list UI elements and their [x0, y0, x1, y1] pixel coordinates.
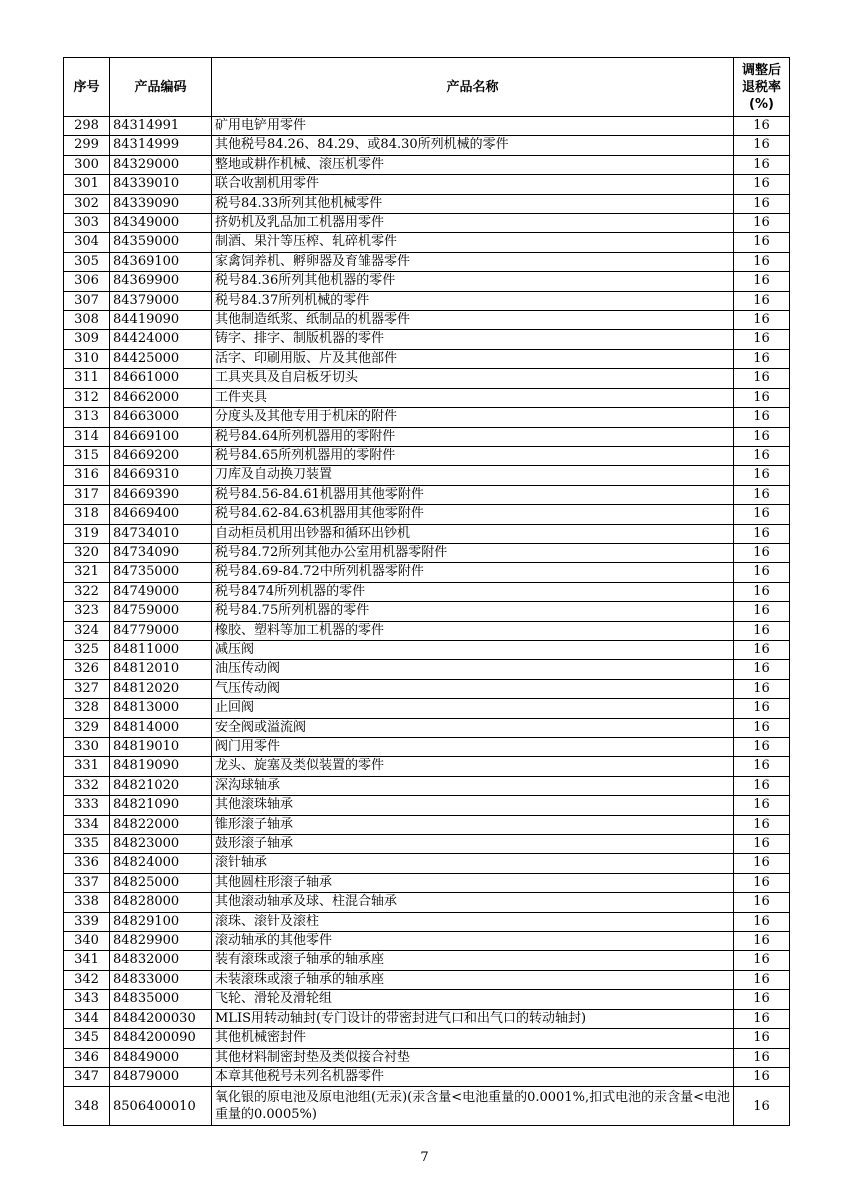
cell-seq: 345	[64, 1029, 110, 1048]
cell-rate: 16	[734, 330, 790, 349]
cell-name: 减压阀	[212, 640, 734, 659]
cell-rate: 16	[734, 543, 790, 562]
cell-rate: 16	[734, 369, 790, 388]
cell-rate: 16	[734, 175, 790, 194]
header-rate-line2: 退税率	[741, 79, 781, 95]
table-row	[64, 543, 790, 562]
cell-seq: 342	[64, 970, 110, 989]
cell-name: 税号84.65所列机器用的零附件	[212, 446, 734, 465]
table-row	[64, 873, 790, 892]
cell-code: 84825000	[110, 873, 212, 892]
table-row	[64, 252, 790, 271]
cell-name: 其他材料制密封垫及类似接合衬垫	[212, 1048, 734, 1067]
table-header-row	[64, 58, 790, 117]
cell-seq: 330	[64, 738, 110, 757]
cell-seq: 338	[64, 893, 110, 912]
cell-rate: 16	[734, 1048, 790, 1067]
cell-rate: 16	[734, 621, 790, 640]
table-row	[64, 621, 790, 640]
cell-rate: 16	[734, 1029, 790, 1048]
cell-seq: 299	[64, 136, 110, 155]
table-row	[64, 446, 790, 465]
header-rate-line3: (%)	[749, 96, 774, 112]
cell-code: 8484200030	[110, 1009, 212, 1028]
cell-seq: 321	[64, 563, 110, 582]
table-row	[64, 388, 790, 407]
cell-name: 其他滚动轴承及球、柱混合轴承	[212, 893, 734, 912]
cell-name: 飞轮、滑轮及滑轮组	[212, 990, 734, 1009]
cell-code: 84819090	[110, 757, 212, 776]
cell-rate: 16	[734, 446, 790, 465]
cell-seq: 300	[64, 155, 110, 174]
cell-name: 其他圆柱形滚子轴承	[212, 873, 734, 892]
cell-code: 84661000	[110, 369, 212, 388]
cell-rate: 16	[734, 408, 790, 427]
cell-code: 84662000	[110, 388, 212, 407]
cell-name: 止回阀	[212, 699, 734, 718]
cell-code: 84811000	[110, 640, 212, 659]
cell-rate: 16	[734, 563, 790, 582]
table-row	[64, 582, 790, 601]
cell-rate: 16	[734, 660, 790, 679]
cell-code: 84379000	[110, 291, 212, 310]
cell-rate: 16	[734, 718, 790, 737]
cell-rate: 16	[734, 815, 790, 834]
cell-code: 84833000	[110, 970, 212, 989]
table-row	[64, 679, 790, 698]
cell-code: 84734090	[110, 543, 212, 562]
table-row	[64, 349, 790, 368]
cell-name: 本章其他税号未列名机器零件	[212, 1067, 734, 1086]
cell-name: 挤奶机及乳品加工机器用零件	[212, 214, 734, 233]
cell-rate: 16	[734, 932, 790, 951]
cell-code: 84669200	[110, 446, 212, 465]
cell-rate: 16	[734, 427, 790, 446]
cell-seq: 312	[64, 388, 110, 407]
cell-seq: 331	[64, 757, 110, 776]
cell-name: 联合收割机用零件	[212, 175, 734, 194]
cell-seq: 311	[64, 369, 110, 388]
table-row	[64, 485, 790, 504]
cell-rate: 16	[734, 1009, 790, 1028]
cell-name: 阀门用零件	[212, 738, 734, 757]
cell-name: 其他制造纸浆、纸制品的机器零件	[212, 311, 734, 330]
cell-name: 鼓形滚子轴承	[212, 835, 734, 854]
cell-seq: 335	[64, 835, 110, 854]
table-row	[64, 194, 790, 213]
cell-name: 税号8474所列机器的零件	[212, 582, 734, 601]
tax-rebate-table-container	[63, 57, 789, 1126]
cell-code: 84829100	[110, 912, 212, 931]
cell-name: 活字、印刷用版、片及其他部件	[212, 349, 734, 368]
table-row	[64, 718, 790, 737]
cell-code: 84359000	[110, 233, 212, 252]
cell-rate: 16	[734, 893, 790, 912]
cell-code: 84824000	[110, 854, 212, 873]
cell-code: 84669400	[110, 505, 212, 524]
cell-seq: 334	[64, 815, 110, 834]
cell-rate: 16	[734, 796, 790, 815]
table-row	[64, 1009, 790, 1028]
cell-code: 84349000	[110, 214, 212, 233]
cell-code: 84813000	[110, 699, 212, 718]
table-row	[64, 369, 790, 388]
cell-name: 税号84.72所列其他办公室用机器零附件	[212, 543, 734, 562]
cell-code: 84814000	[110, 718, 212, 737]
cell-rate: 16	[734, 466, 790, 485]
table-body	[64, 117, 790, 1126]
cell-code: 84812010	[110, 660, 212, 679]
cell-rate: 16	[734, 1087, 790, 1126]
cell-name: 其他机械密封件	[212, 1029, 734, 1048]
cell-name: 滚针轴承	[212, 854, 734, 873]
cell-code: 84829900	[110, 932, 212, 951]
table-row	[64, 175, 790, 194]
table-row	[64, 117, 790, 136]
table-row	[64, 1087, 790, 1126]
cell-code: 84879000	[110, 1067, 212, 1086]
table-row	[64, 1048, 790, 1067]
cell-seq: 325	[64, 640, 110, 659]
cell-code: 84669390	[110, 485, 212, 504]
cell-seq: 320	[64, 543, 110, 562]
cell-rate: 16	[734, 349, 790, 368]
cell-rate: 16	[734, 912, 790, 931]
cell-name: 油压传动阀	[212, 660, 734, 679]
cell-rate: 16	[734, 738, 790, 757]
cell-name: 矿用电铲用零件	[212, 117, 734, 136]
table-row	[64, 563, 790, 582]
cell-seq: 314	[64, 427, 110, 446]
cell-rate: 16	[734, 117, 790, 136]
cell-rate: 16	[734, 136, 790, 155]
table-row	[64, 466, 790, 485]
table-row	[64, 912, 790, 931]
cell-code: 84735000	[110, 563, 212, 582]
cell-code: 84424000	[110, 330, 212, 349]
cell-rate: 16	[734, 757, 790, 776]
cell-code: 84849000	[110, 1048, 212, 1067]
cell-code: 84734010	[110, 524, 212, 543]
cell-seq: 326	[64, 660, 110, 679]
table-row	[64, 214, 790, 233]
table-row	[64, 1067, 790, 1086]
table-row	[64, 155, 790, 174]
cell-seq: 319	[64, 524, 110, 543]
cell-name: 氧化银的原电池及原电池组(无汞)(汞含量<电池重量的0.0001%,扣式电池的汞含量<电池重量的0.0005%)	[212, 1087, 734, 1126]
cell-seq: 329	[64, 718, 110, 737]
cell-name: 自动柜员机用出钞器和循环出钞机	[212, 524, 734, 543]
cell-code: 84669310	[110, 466, 212, 485]
cell-name: 整地或耕作机械、滚压机零件	[212, 155, 734, 174]
cell-seq: 324	[64, 621, 110, 640]
cell-seq: 344	[64, 1009, 110, 1028]
cell-rate: 16	[734, 214, 790, 233]
cell-seq: 343	[64, 990, 110, 1009]
cell-seq: 340	[64, 932, 110, 951]
cell-seq: 298	[64, 117, 110, 136]
cell-rate: 16	[734, 233, 790, 252]
cell-name: 深沟球轴承	[212, 776, 734, 795]
cell-name: 装有滚珠或滚子轴承的轴承座	[212, 951, 734, 970]
cell-seq: 339	[64, 912, 110, 931]
cell-rate: 16	[734, 602, 790, 621]
cell-code: 84419090	[110, 311, 212, 330]
table-row	[64, 699, 790, 718]
cell-code: 84749000	[110, 582, 212, 601]
cell-seq: 304	[64, 233, 110, 252]
cell-rate: 16	[734, 640, 790, 659]
cell-rate: 16	[734, 835, 790, 854]
cell-name: 税号84.75所列机器的零件	[212, 602, 734, 621]
cell-rate: 16	[734, 524, 790, 543]
cell-code: 84425000	[110, 349, 212, 368]
cell-code: 84314991	[110, 117, 212, 136]
cell-code: 84819010	[110, 738, 212, 757]
cell-name: 龙头、旋塞及类似装置的零件	[212, 757, 734, 776]
table-row	[64, 427, 790, 446]
cell-seq: 303	[64, 214, 110, 233]
cell-seq: 336	[64, 854, 110, 873]
table-row	[64, 951, 790, 970]
cell-rate: 16	[734, 699, 790, 718]
cell-name: 其他税号84.26、84.29、或84.30所列机械的零件	[212, 136, 734, 155]
table-row	[64, 311, 790, 330]
table-row	[64, 757, 790, 776]
cell-seq: 337	[64, 873, 110, 892]
cell-code: 84828000	[110, 893, 212, 912]
cell-code: 84369100	[110, 252, 212, 271]
cell-name: 税号84.56-84.61机器用其他零附件	[212, 485, 734, 504]
cell-rate: 16	[734, 485, 790, 504]
cell-code: 84329000	[110, 155, 212, 174]
cell-seq: 346	[64, 1048, 110, 1067]
cell-rate: 16	[734, 679, 790, 698]
cell-rate: 16	[734, 970, 790, 989]
cell-seq: 317	[64, 485, 110, 504]
cell-name: 滚珠、滚针及滚柱	[212, 912, 734, 931]
table-row	[64, 233, 790, 252]
cell-name: 税号84.33所列其他机械零件	[212, 194, 734, 213]
cell-code: 84832000	[110, 951, 212, 970]
cell-name: 橡胶、塑料等加工机器的零件	[212, 621, 734, 640]
cell-seq: 307	[64, 291, 110, 310]
table-row	[64, 136, 790, 155]
cell-name: 其他滚珠轴承	[212, 796, 734, 815]
cell-code: 84823000	[110, 835, 212, 854]
cell-seq: 310	[64, 349, 110, 368]
header-rate	[734, 58, 790, 117]
cell-seq: 308	[64, 311, 110, 330]
cell-seq: 309	[64, 330, 110, 349]
cell-name: 税号84.37所列机械的零件	[212, 291, 734, 310]
cell-code: 84835000	[110, 990, 212, 1009]
cell-name: 税号84.69-84.72中所列机器零附件	[212, 563, 734, 582]
cell-seq: 341	[64, 951, 110, 970]
cell-code: 84821020	[110, 776, 212, 795]
table-row	[64, 776, 790, 795]
cell-rate: 16	[734, 291, 790, 310]
cell-seq: 318	[64, 505, 110, 524]
cell-rate: 16	[734, 272, 790, 291]
cell-code: 84663000	[110, 408, 212, 427]
cell-name: 工具夹具及自启板牙切头	[212, 369, 734, 388]
cell-rate: 16	[734, 194, 790, 213]
cell-name: 税号84.36所列其他机器的零件	[212, 272, 734, 291]
cell-seq: 323	[64, 602, 110, 621]
cell-name: 家禽饲养机、孵卵器及育雏器零件	[212, 252, 734, 271]
cell-code: 84821090	[110, 796, 212, 815]
table-row	[64, 505, 790, 524]
cell-rate: 16	[734, 990, 790, 1009]
cell-seq: 313	[64, 408, 110, 427]
cell-rate: 16	[734, 252, 790, 271]
cell-name: 锥形滚子轴承	[212, 815, 734, 834]
header-name: 产品名称	[212, 58, 734, 117]
cell-seq: 305	[64, 252, 110, 271]
cell-rate: 16	[734, 311, 790, 330]
table-row	[64, 815, 790, 834]
cell-name: 刀库及自动换刀装置	[212, 466, 734, 485]
cell-name: 制酒、果汁等压榨、轧碎机零件	[212, 233, 734, 252]
cell-rate: 16	[734, 582, 790, 601]
cell-seq: 348	[64, 1087, 110, 1126]
header-code: 产品编码	[110, 58, 212, 117]
table-row	[64, 660, 790, 679]
cell-rate: 16	[734, 505, 790, 524]
cell-seq: 332	[64, 776, 110, 795]
cell-seq: 347	[64, 1067, 110, 1086]
table-row	[64, 932, 790, 951]
header-seq: 序号	[64, 58, 110, 117]
cell-code: 84812020	[110, 679, 212, 698]
table-row	[64, 272, 790, 291]
cell-seq: 316	[64, 466, 110, 485]
cell-code: 8506400010	[110, 1087, 212, 1126]
cell-code: 84314999	[110, 136, 212, 155]
table-row	[64, 602, 790, 621]
cell-seq: 306	[64, 272, 110, 291]
cell-seq: 322	[64, 582, 110, 601]
table-row	[64, 330, 790, 349]
cell-name: MLIS用转动轴封(专门设计的带密封进气口和出气口的转动轴封)	[212, 1009, 734, 1028]
cell-name: 滚动轴承的其他零件	[212, 932, 734, 951]
cell-rate: 16	[734, 873, 790, 892]
table-row	[64, 854, 790, 873]
cell-name: 税号84.62-84.63机器用其他零附件	[212, 505, 734, 524]
cell-seq: 315	[64, 446, 110, 465]
table-row	[64, 970, 790, 989]
table-row	[64, 835, 790, 854]
table-row	[64, 524, 790, 543]
table-row	[64, 738, 790, 757]
table-row	[64, 640, 790, 659]
table-row	[64, 990, 790, 1009]
tax-rebate-table	[63, 57, 790, 1126]
cell-name: 分度头及其他专用于机床的附件	[212, 408, 734, 427]
cell-seq: 333	[64, 796, 110, 815]
cell-rate: 16	[734, 155, 790, 174]
cell-seq: 327	[64, 679, 110, 698]
cell-rate: 16	[734, 951, 790, 970]
cell-name: 工件夹具	[212, 388, 734, 407]
cell-name: 铸字、排字、制版机器的零件	[212, 330, 734, 349]
cell-name: 税号84.64所列机器用的零附件	[212, 427, 734, 446]
cell-name: 气压传动阀	[212, 679, 734, 698]
table-row	[64, 796, 790, 815]
cell-code: 84779000	[110, 621, 212, 640]
cell-seq: 302	[64, 194, 110, 213]
cell-code: 84669100	[110, 427, 212, 446]
cell-name: 安全阀或溢流阀	[212, 718, 734, 737]
table-row	[64, 1029, 790, 1048]
cell-seq: 328	[64, 699, 110, 718]
cell-code: 84339090	[110, 194, 212, 213]
table-row	[64, 408, 790, 427]
page-number: 7	[420, 1150, 429, 1165]
cell-rate: 16	[734, 1067, 790, 1086]
cell-rate: 16	[734, 776, 790, 795]
cell-name: 未装滚珠或滚子轴承的轴承座	[212, 970, 734, 989]
cell-rate: 16	[734, 388, 790, 407]
cell-rate: 16	[734, 854, 790, 873]
cell-code: 8484200090	[110, 1029, 212, 1048]
cell-seq: 301	[64, 175, 110, 194]
cell-code: 84759000	[110, 602, 212, 621]
cell-code: 84822000	[110, 815, 212, 834]
table-row	[64, 893, 790, 912]
cell-code: 84339010	[110, 175, 212, 194]
table-row	[64, 291, 790, 310]
header-rate-line1: 调整后	[741, 62, 781, 78]
cell-code: 84369900	[110, 272, 212, 291]
